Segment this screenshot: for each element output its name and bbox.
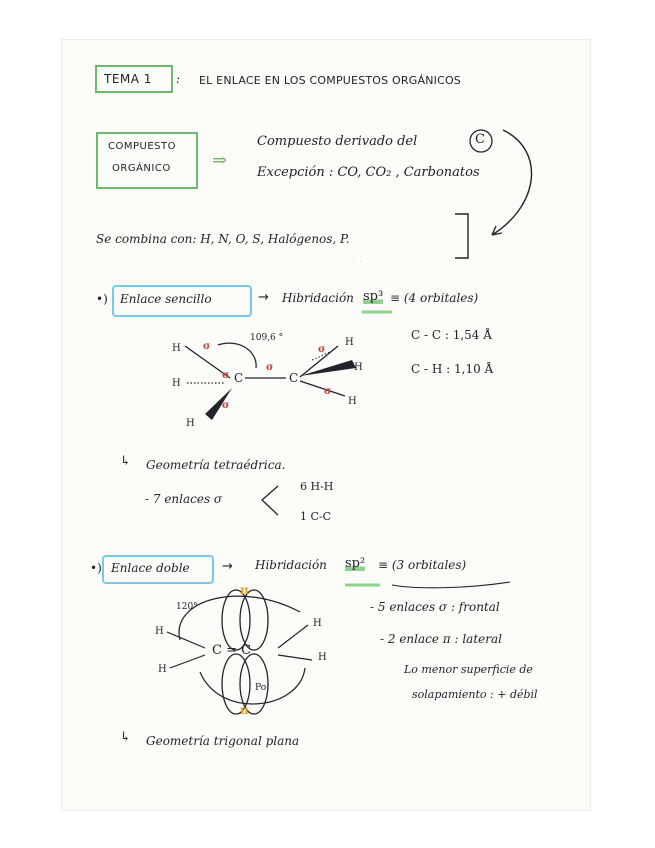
pi-label: π [240,703,249,717]
sigma-label: σ [318,344,326,355]
doble-box-label: Enlace doble [111,561,190,575]
atom-h: H [318,652,327,663]
double-arrow-icon: ⇒ [212,150,228,171]
atom-h: H [186,418,195,429]
atom-h: H [354,362,363,373]
atom-h: H [313,618,322,629]
tema-label: TEMA 1 [104,72,152,86]
sencillo-geometry: Geometría tetraédrica. [146,458,286,472]
pi-label: π [240,583,249,597]
double-bond-center: C = C [212,643,252,658]
sencillo-hibridacion: Hibridación [282,291,354,305]
page-title: EL ENLACE EN LOS COMPUESTOS ORGÁNICOS [199,74,461,87]
atom-c: C [289,371,299,385]
atom-h: H [345,337,354,348]
enlaces-cc: 1 C-C [300,510,332,523]
sigma-label: σ [222,370,230,381]
atom-h: H [172,378,181,389]
geometry-arrow-icon: ↳ [120,730,131,745]
compuesto-box-line1: COMPUESTO [108,141,176,152]
doble-hibridacion: Hibridación [255,558,327,572]
sencillo-equiv: ≡ (4 orbitales) [390,291,479,305]
cc-bond-length: C - C : 1,54 Å [411,328,492,342]
doble-hybrid: sp² [345,556,366,571]
doble-note-2: solapamiento : + débil [412,688,538,701]
geometry-arrow-icon: ↳ [120,454,131,469]
doble-note-1: Lo menor superficie de [404,663,533,676]
atom-h: H [348,396,357,407]
sigma-label: σ [222,400,230,411]
atom-c: C [234,371,244,385]
doble-geometry: Geometría trigonal plana [146,734,300,748]
po-label: Po [255,683,267,693]
compuesto-exception: Excepción : CO, CO₂ , Carbonatos [257,165,480,180]
sigma-label: σ [266,362,274,373]
arrow-right-icon: → [258,290,269,305]
enlaces-hh: 6 H-H [300,480,334,493]
atom-h: H [155,626,164,637]
ch-bond-length: C - H : 1,10 Å [411,362,494,376]
sencillo-hybrid: sp³ [363,289,384,304]
arrow-right-icon: → [222,559,233,574]
compuesto-box-line2: ORGÁNICO [112,163,171,174]
atom-h: H [158,664,167,675]
sigma-label: σ [203,341,211,352]
combina-text: Se combina con: H, N, O, S, Halógenos, P. [96,232,350,246]
atom-h: H [172,343,181,354]
doble-bullet: •) [90,561,102,575]
sencillo-angle: 109,6 ° [250,333,284,343]
doble-angle: 120° [176,602,198,612]
bleed-through: · · · [345,255,363,268]
sencillo-bullet: •) [96,292,108,306]
doble-sigma-line: - 5 enlaces σ : frontal [370,600,500,614]
doble-equiv: ≡ (3 orbitales) [378,558,467,572]
sencillo-box-label: Enlace sencillo [120,292,212,306]
compuesto-definition: Compuesto derivado del [257,134,418,149]
carbon-label: C [475,132,485,147]
enlaces-prefix: - 7 enlaces σ [145,492,223,506]
doble-pi-line: - 2 enlace π : lateral [380,632,502,646]
tema-separator: : [176,72,181,86]
sigma-label: σ [324,386,332,397]
